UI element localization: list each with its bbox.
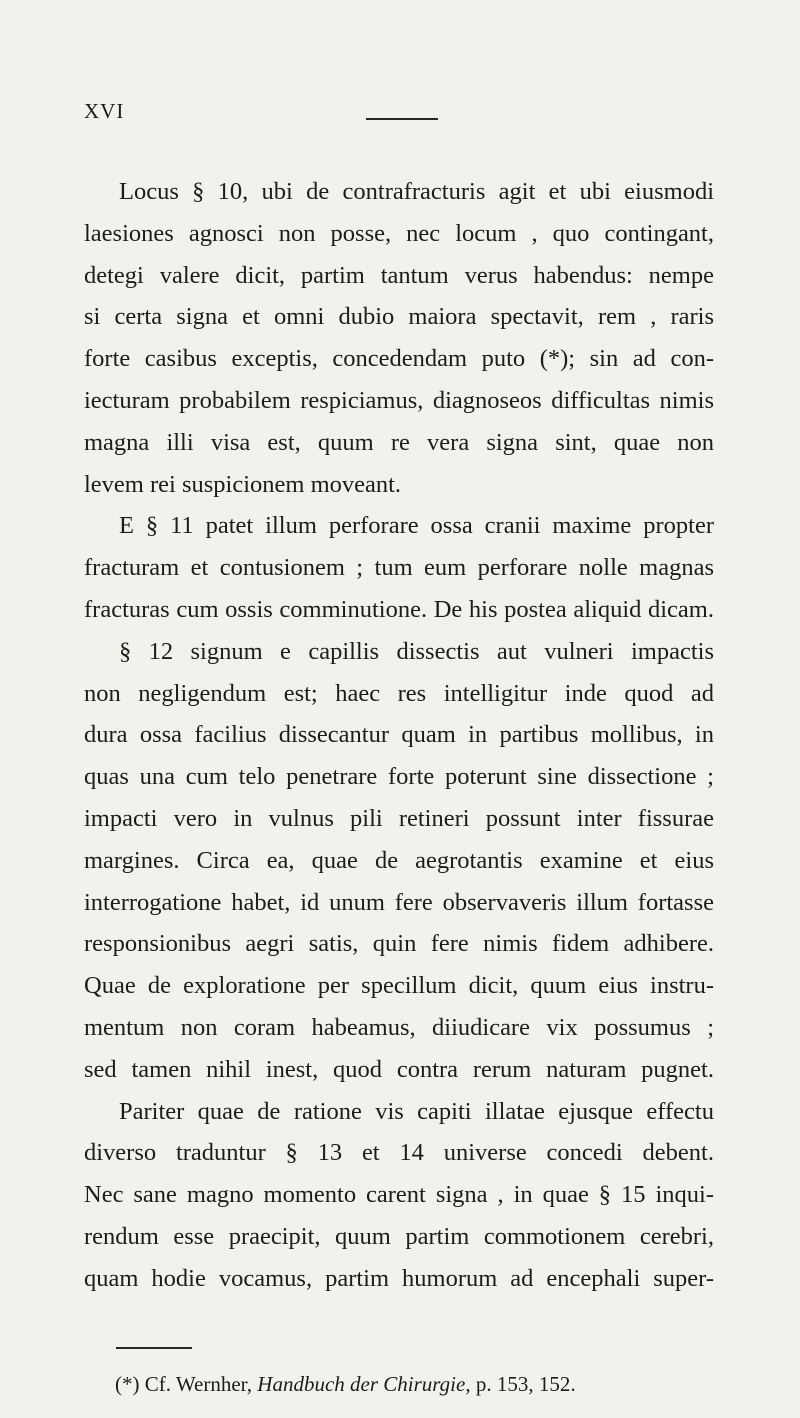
text-line: mentum non coram habeamus, diiudicare vix possumus ; — [84, 1013, 714, 1041]
footnote-suffix: , p. 153, 152. — [465, 1372, 576, 1396]
text-line: rendum esse praecipit, quum partim commotionem cerebri, — [84, 1222, 714, 1250]
text-line: margines. Circa ea, quae de aegrotantis examine et eius — [84, 846, 714, 874]
footnote-rule — [116, 1347, 192, 1349]
text-line: magna illi visa est, quum re vera signa sint, quae non — [84, 428, 714, 456]
text-line: levem rei suspicionem moveant. — [84, 470, 402, 498]
text-line: Locus § 10, ubi de contrafracturis agit et ubi eiusmodi — [119, 178, 714, 205]
text-line: E § 11 patet illum perforare ossa cranii maxime propter — [119, 512, 714, 540]
text-line: impacti vero in vulnus pili retineri possunt inter fissurae — [84, 804, 714, 832]
text-line: dura ossa facilius dissecantur quam in partibus mollibus, in — [84, 721, 714, 749]
text-line: fracturas cum ossis comminutione. De his postea aliquid dicam. — [84, 595, 714, 623]
footnote — [115, 1370, 715, 1398]
main-text — [84, 171, 714, 1300]
text-line: § 12 signum e capillis dissectis aut vulneri impactis — [119, 637, 714, 665]
text-line: laesiones agnosci non posse, nec locum , quo contingant, — [84, 219, 714, 247]
text-line: quam hodie vocamus, partim humorum ad encephali super- — [84, 1264, 714, 1292]
text-line: Pariter quae de ratione vis capiti illatae ejusque effectu — [119, 1097, 714, 1125]
text-line: iecturam probabilem respiciamus, diagnoseos difficultas nimis — [84, 386, 714, 414]
text-line: non negligendum est; haec res intelligitur inde quod ad — [84, 679, 714, 707]
text-line: sed tamen nihil inest, quod contra rerum naturam pugnet. — [84, 1055, 714, 1083]
text-line: quas una cum telo penetrare forte poterunt sine dissectione ; — [84, 763, 714, 791]
text-line: responsionibus aegri satis, quin fere nimis fidem adhibere. — [84, 930, 714, 958]
footnote-prefix: Cf. Wernher, — [144, 1372, 253, 1396]
footnote-title: Handbuch der Chirurgie — [257, 1372, 466, 1396]
header-rule — [366, 118, 438, 120]
footnote-marker: (*) — [115, 1372, 140, 1396]
text-line: detegi valere dicit, partim tantum verus habendus: nempe — [84, 261, 714, 289]
text-line: Quae de exploratione per specillum dicit, quum eius instru- — [84, 972, 714, 1000]
text-line: forte casibus exceptis, concedendam puto (*); sin ad con- — [84, 345, 714, 373]
text-line: si certa signa et omni dubio maiora spectavit, rem , raris — [84, 303, 714, 331]
text-line: fracturam et contusionem ; tum eum perforare nolle magnas — [84, 554, 714, 582]
text-line: diverso traduntur § 13 et 14 universe concedi debent. — [84, 1139, 714, 1167]
page-number: XVI — [84, 99, 125, 123]
text-line: interrogatione habet, id unum fere observaveris illum fortasse — [84, 888, 714, 916]
text-line: Nec sane magno momento carent signa , in quae § 15 inqui- — [84, 1181, 714, 1209]
